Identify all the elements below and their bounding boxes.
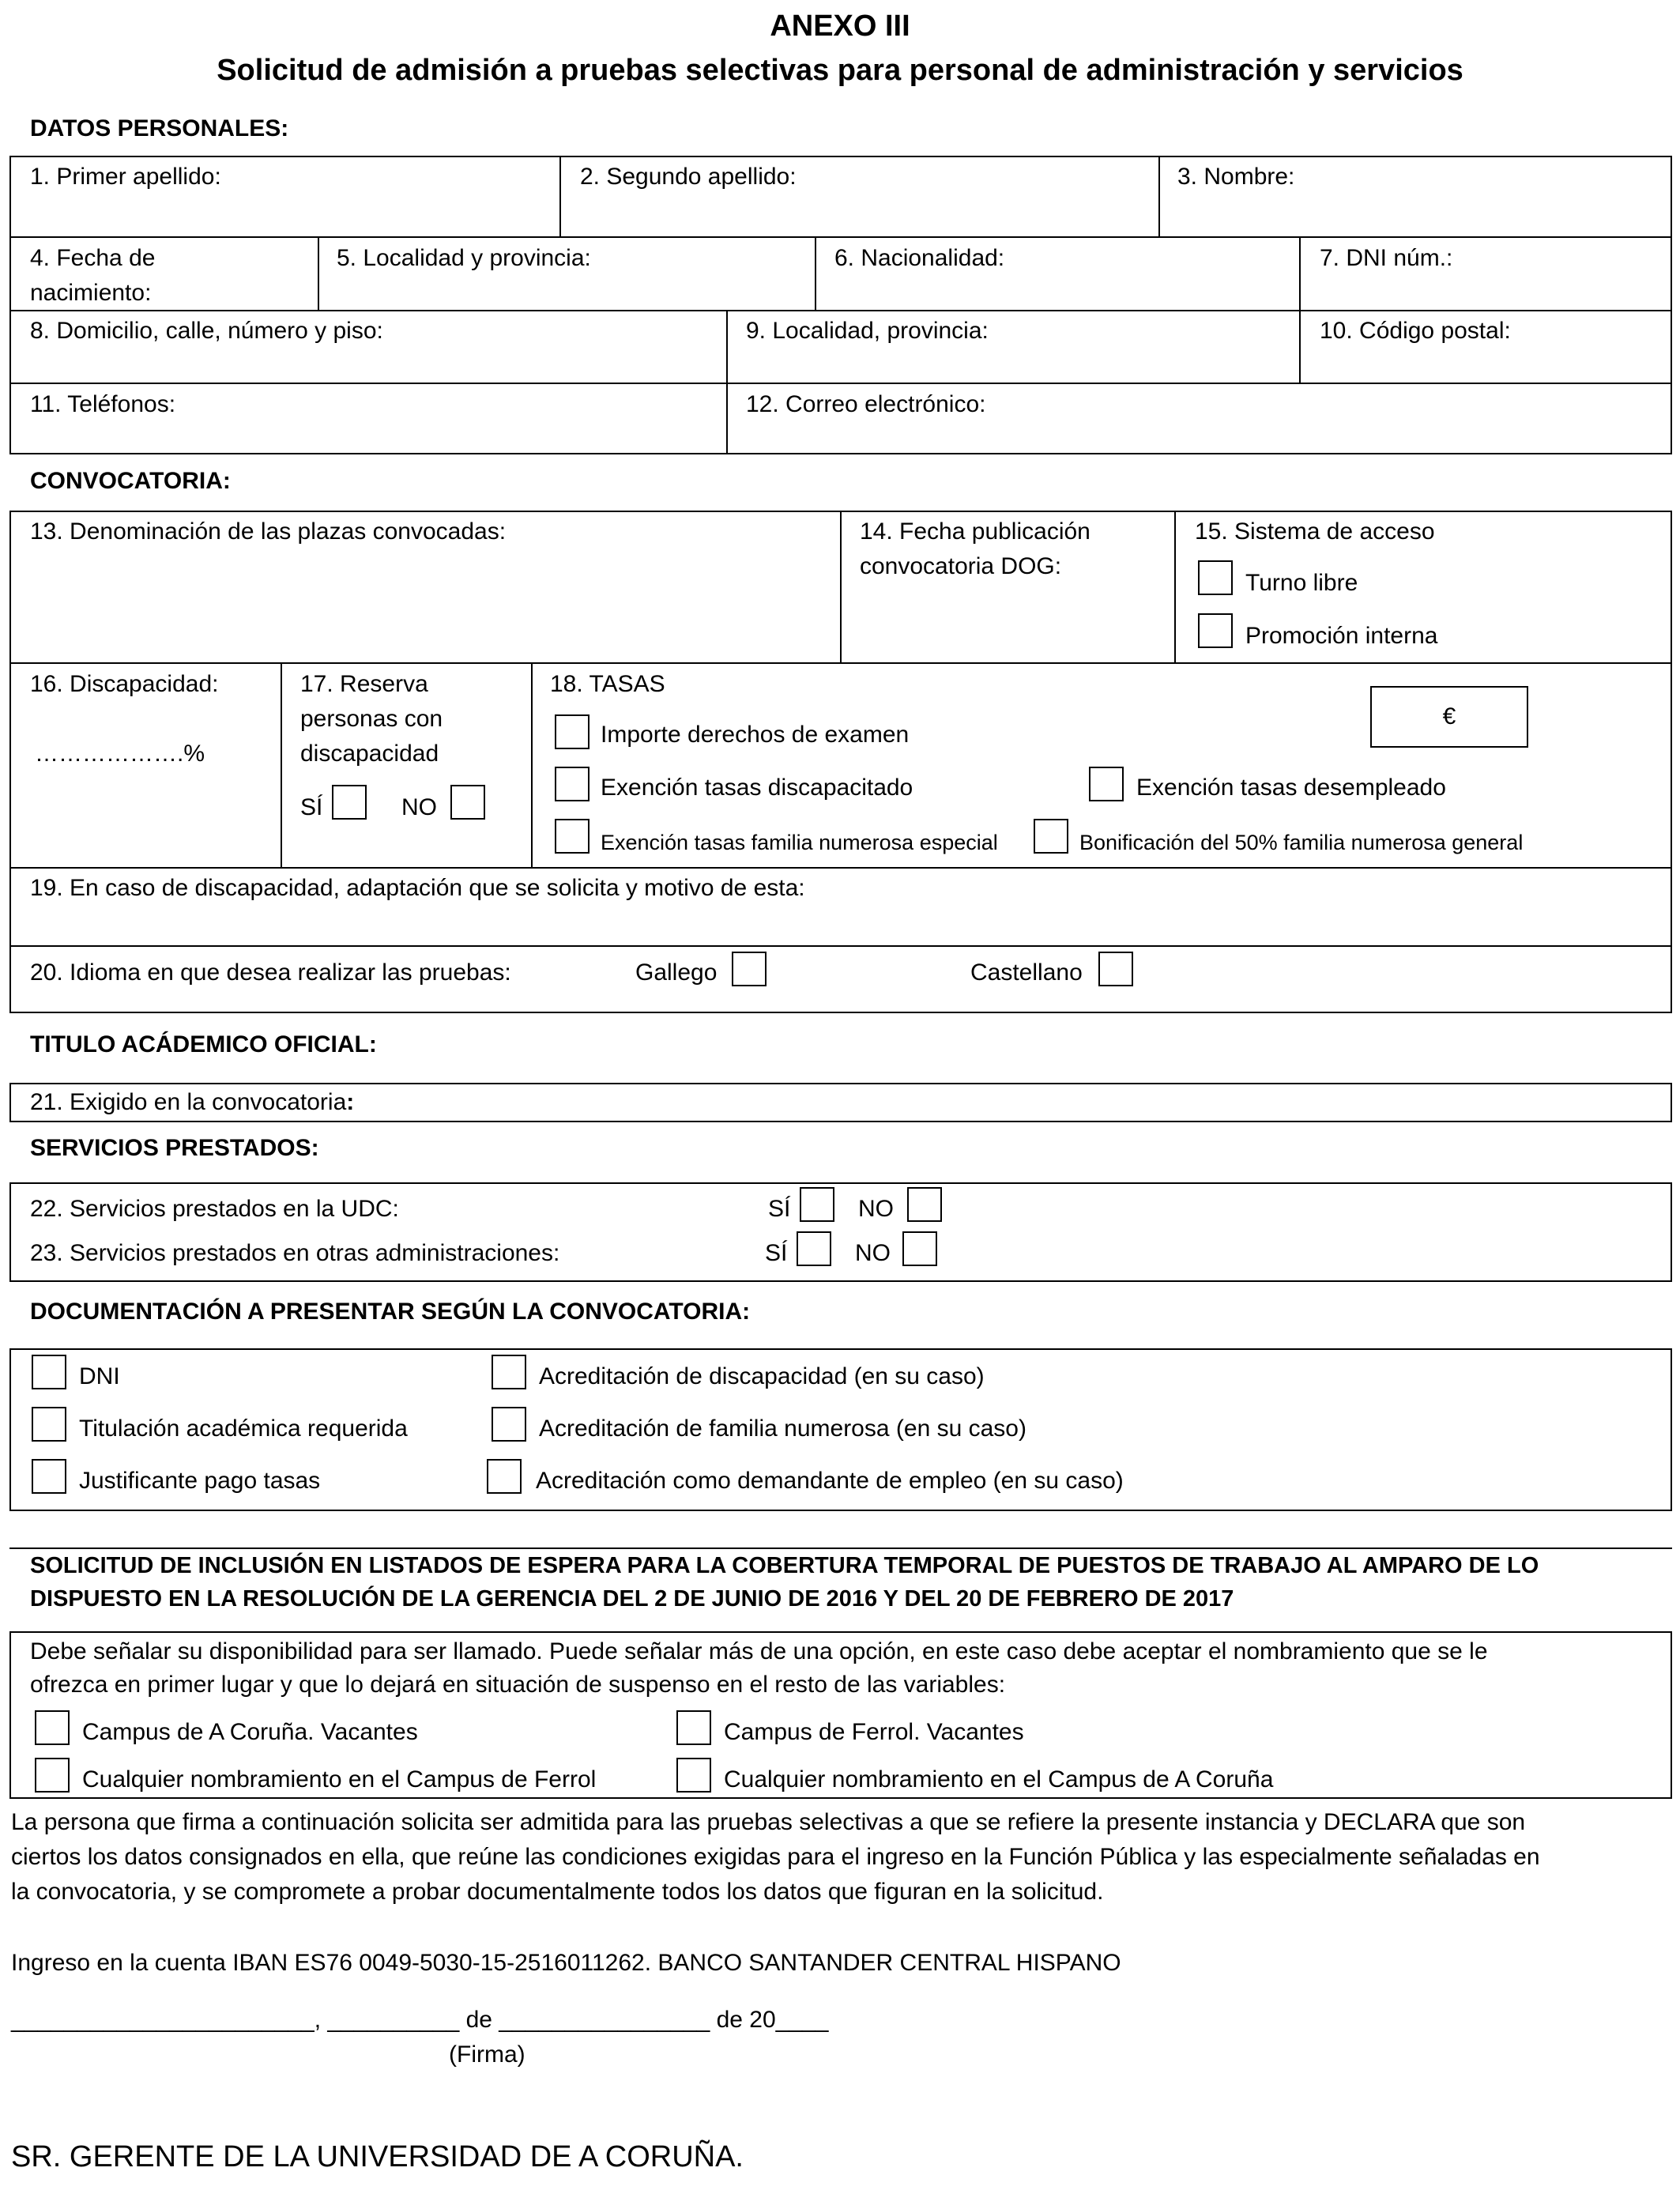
field-primer-apellido[interactable]: 1. Primer apellido: xyxy=(30,164,221,190)
label-cualquier-ferrol: Cualquier nombramiento en el Campus de Ferrol xyxy=(82,1766,597,1793)
label-otras-si: SÍ xyxy=(765,1240,788,1266)
field-idioma: 20. Idioma en que desea realizar las pruebas: xyxy=(30,959,511,986)
label-promocion-interna: Promoción interna xyxy=(1245,623,1438,649)
form-title: Solicitud de admisión a pruebas selectivas para personal de administración y servicios xyxy=(217,54,1463,87)
label-reserva-no: NO xyxy=(401,794,437,820)
label-acred-demandante: Acreditación como demandante de empleo (en su caso) xyxy=(536,1468,1124,1494)
label-udc-no: NO xyxy=(858,1196,894,1222)
checkbox-exencion-discapacitado[interactable] xyxy=(555,767,590,801)
divider xyxy=(318,236,319,310)
espera-intro-1: Debe señalar su disponibilidad para ser llamado. Puede señalar más de una opción, en este caso debe aceptar el nombramiento que se le xyxy=(30,1638,1488,1664)
label-cualquier-coruna: Cualquier nombramiento en el Campus de A Coruña xyxy=(724,1766,1274,1793)
field-reserva-2: personas con xyxy=(300,706,443,732)
field-nombre[interactable]: 3. Nombre: xyxy=(1177,164,1295,190)
divider xyxy=(840,511,842,662)
label-exencion-discapacitado: Exención tasas discapacitado xyxy=(601,775,913,801)
section-documentacion: DOCUMENTACIÓN A PRESENTAR SEGÚN LA CONVOCATORIA: xyxy=(30,1299,751,1325)
section-convocatoria: CONVOCATORIA: xyxy=(30,468,231,494)
label-campus-ferrol: Campus de Ferrol. Vacantes xyxy=(724,1719,1024,1745)
checkbox-dni[interactable] xyxy=(32,1355,66,1389)
checkbox-udc-no[interactable] xyxy=(907,1187,942,1222)
checkbox-cualquier-coruna[interactable] xyxy=(676,1758,711,1793)
divider xyxy=(1299,310,1301,383)
field-denominacion[interactable]: 13. Denominación de las plazas convocadas: xyxy=(30,518,507,545)
label-importe: Importe derechos de examen xyxy=(601,722,910,748)
label-reserva-si: SÍ xyxy=(300,794,323,820)
label-servicios-otras: 23. Servicios prestados en otras administraciones: xyxy=(30,1240,560,1266)
label-acred-familia: Acreditación de familia numerosa (en su caso) xyxy=(539,1416,1026,1442)
iban-text: Ingreso en la cuenta IBAN ES76 0049-5030-15-2516011262. BANCO SANTANDER CENTRAL HISPANO xyxy=(11,1950,1121,1976)
divider xyxy=(531,662,533,867)
field-fecha-nacimiento[interactable]: 4. Fecha de xyxy=(30,245,156,271)
checkbox-titulacion[interactable] xyxy=(32,1407,66,1442)
divider xyxy=(1174,511,1176,662)
field-adaptacion[interactable]: 19. En caso de discapacidad, adaptación que se solicita y motivo de esta: xyxy=(30,875,805,901)
field-telefonos[interactable]: 11. Teléfonos: xyxy=(30,391,176,417)
recipient: SR. GERENTE DE LA UNIVERSIDAD DE A CORUÑA. xyxy=(11,2140,744,2173)
divider xyxy=(281,662,282,867)
field-nacionalidad[interactable]: 6. Nacionalidad: xyxy=(834,245,1005,271)
label-udc-si: SÍ xyxy=(768,1196,791,1222)
section-espera-heading-1: SOLICITUD DE INCLUSIÓN EN LISTADOS DE ESPERA PARA LA COBERTURA TEMPORAL DE PUESTOS DE TRABAJO AL AMPARO DE LO xyxy=(30,1553,1539,1578)
divider xyxy=(1299,236,1301,310)
field-discapacidad-percent[interactable]: ……………….% xyxy=(35,741,205,767)
field-exigido-colon: : xyxy=(346,1089,355,1115)
divider xyxy=(726,383,728,454)
label-castellano: Castellano xyxy=(970,959,1083,986)
checkbox-udc-si[interactable] xyxy=(800,1187,834,1222)
divider xyxy=(9,867,1672,869)
field-segundo-apellido[interactable]: 2. Segundo apellido: xyxy=(580,164,797,190)
field-localidad-provincia[interactable]: 5. Localidad y provincia: xyxy=(337,245,591,271)
field-exigido[interactable] xyxy=(30,1085,354,1120)
divider xyxy=(9,945,1672,947)
field-exigido-label: 21. Exigido en la convocatoria xyxy=(30,1089,347,1115)
checkbox-castellano[interactable] xyxy=(1098,952,1133,986)
checkbox-otras-si[interactable] xyxy=(797,1231,831,1266)
label-titulacion: Titulación académica requerida xyxy=(79,1416,408,1442)
checkbox-turno-libre[interactable] xyxy=(1198,560,1233,595)
checkbox-cualquier-ferrol[interactable] xyxy=(35,1758,70,1793)
checkbox-promocion-interna[interactable] xyxy=(1198,613,1233,648)
checkbox-acred-demandante[interactable] xyxy=(487,1459,522,1494)
field-discapacidad[interactable]: 16. Discapacidad: xyxy=(30,671,219,697)
field-tasas: 18. TASAS xyxy=(550,671,665,697)
divider xyxy=(9,383,1672,384)
label-gallego: Gallego xyxy=(635,959,718,986)
label-acred-discapacidad: Acreditación de discapacidad (en su caso) xyxy=(539,1363,985,1389)
checkbox-reserva-si[interactable] xyxy=(332,785,367,820)
field-fecha-publicacion[interactable]: 14. Fecha publicación xyxy=(860,518,1090,545)
checkbox-importe[interactable] xyxy=(555,714,590,749)
divider xyxy=(9,1547,1672,1549)
divider xyxy=(9,236,1672,238)
section-espera-heading-2: DISPUESTO EN LA RESOLUCIÓN DE LA GERENCIA DEL 2 DE JUNIO DE 2016 Y DEL 20 DE FEBRERO DE 2017 xyxy=(30,1586,1234,1612)
field-sistema-acceso: 15. Sistema de acceso xyxy=(1195,518,1435,545)
divider xyxy=(9,310,1672,311)
label-dni: DNI xyxy=(79,1363,120,1389)
field-domicilio[interactable]: 8. Domicilio, calle, número y piso: xyxy=(30,318,383,344)
annex-title: ANEXO III xyxy=(770,9,910,43)
checkbox-gallego[interactable] xyxy=(732,952,767,986)
field-fecha-publicacion-2: convocatoria DOG: xyxy=(860,553,1062,579)
label-exencion-desempleado: Exención tasas desempleado xyxy=(1136,775,1446,801)
checkbox-bonificacion[interactable] xyxy=(1034,819,1068,854)
field-codigo-postal[interactable]: 10. Código postal: xyxy=(1320,318,1511,344)
euro-amount-field[interactable]: € xyxy=(1370,686,1528,748)
checkbox-acred-familia[interactable] xyxy=(492,1407,526,1442)
checkbox-campus-ferrol[interactable] xyxy=(676,1710,711,1745)
declaration-line-1: La persona que firma a continuación solicita ser admitida para las pruebas selectivas a que se refiere la presente instancia y DECLARA que son xyxy=(11,1809,1526,1835)
checkbox-exencion-desempleado[interactable] xyxy=(1089,767,1124,801)
field-correo[interactable]: 12. Correo electrónico: xyxy=(746,391,986,417)
section-titulo: TITULO ACÁDEMICO OFICIAL: xyxy=(30,1031,377,1057)
label-servicios-udc: 22. Servicios prestados en la UDC: xyxy=(30,1196,399,1222)
label-bonificacion: Bonificación del 50% familia numerosa general xyxy=(1079,831,1524,854)
label-otras-no: NO xyxy=(855,1240,891,1266)
field-dni[interactable]: 7. DNI núm.: xyxy=(1320,245,1453,271)
espera-intro-2: ofrezca en primer lugar y que lo dejará en situación de suspenso en el resto de las variables: xyxy=(30,1672,1006,1698)
checkbox-reserva-no[interactable] xyxy=(450,785,485,820)
signature-label: (Firma) xyxy=(449,2041,525,2068)
section-servicios: SERVICIOS PRESTADOS: xyxy=(30,1135,319,1161)
divider xyxy=(1158,156,1160,236)
date-line[interactable]: _______________________, __________ de ________________ de 20____ xyxy=(11,2007,829,2033)
label-exencion-familia: Exención tasas familia numerosa especial xyxy=(601,831,998,854)
field-fecha-nacimiento-2: nacimiento: xyxy=(30,280,152,306)
field-localidad[interactable]: 9. Localidad, provincia: xyxy=(746,318,989,344)
divider xyxy=(726,310,728,383)
checkbox-campus-coruna[interactable] xyxy=(35,1710,70,1745)
label-campus-coruna: Campus de A Coruña. Vacantes xyxy=(82,1719,418,1745)
declaration-line-2: ciertos los datos consignados en ella, que reúne las condiciones exigidas para el ingreso en la Función Pública y las especialmente señaladas en xyxy=(11,1844,1540,1870)
checkbox-justificante[interactable] xyxy=(32,1459,66,1494)
section-datos-personales: DATOS PERSONALES: xyxy=(30,115,289,141)
checkbox-acred-discapacidad[interactable] xyxy=(492,1355,526,1389)
declaration-line-3: la convocatoria, y se compromete a probar documentalmente todos los datos que figuran en la solicitud. xyxy=(11,1879,1104,1905)
field-reserva-3: discapacidad xyxy=(300,741,439,767)
label-justificante: Justificante pago tasas xyxy=(79,1468,321,1494)
divider xyxy=(559,156,561,236)
checkbox-otras-no[interactable] xyxy=(902,1231,937,1266)
divider xyxy=(9,662,1672,664)
label-turno-libre: Turno libre xyxy=(1245,570,1358,596)
field-reserva: 17. Reserva xyxy=(300,671,428,697)
checkbox-exencion-familia[interactable] xyxy=(555,819,590,854)
divider xyxy=(815,236,816,310)
